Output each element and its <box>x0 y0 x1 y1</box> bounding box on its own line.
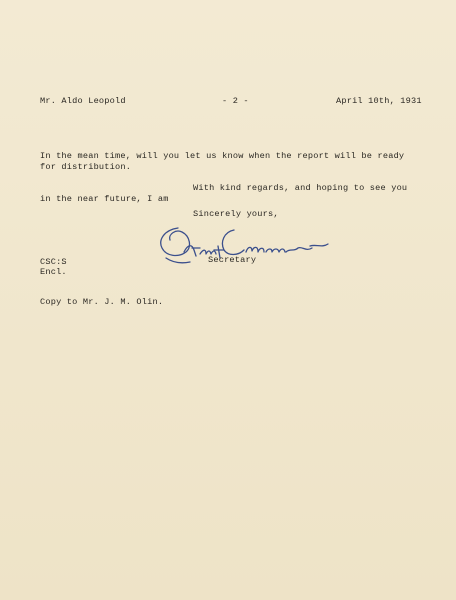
copy-to-line: Copy to Mr. J. M. Olin. <box>40 297 164 307</box>
closing-salutation: Sincerely yours, <box>193 209 279 219</box>
header-recipient: Mr. Aldo Leopold <box>40 96 126 106</box>
body-paragraph-1-line-2: for distribution. <box>40 162 132 172</box>
body-paragraph-2-line-2: in the near future, I am <box>40 194 169 204</box>
body-paragraph-2-line-1: With kind regards, and hoping to see you <box>193 183 408 193</box>
enclosure-notation: Encl. <box>40 267 67 277</box>
header-date: April 10th, 1931 <box>336 96 422 106</box>
closing-title: Secretary <box>208 255 257 265</box>
body-paragraph-1-line-1: In the mean time, will you let us know when the report will be ready <box>40 151 405 161</box>
typist-initials: CSC:S <box>40 257 67 267</box>
header-page-number: - 2 - <box>222 96 249 106</box>
